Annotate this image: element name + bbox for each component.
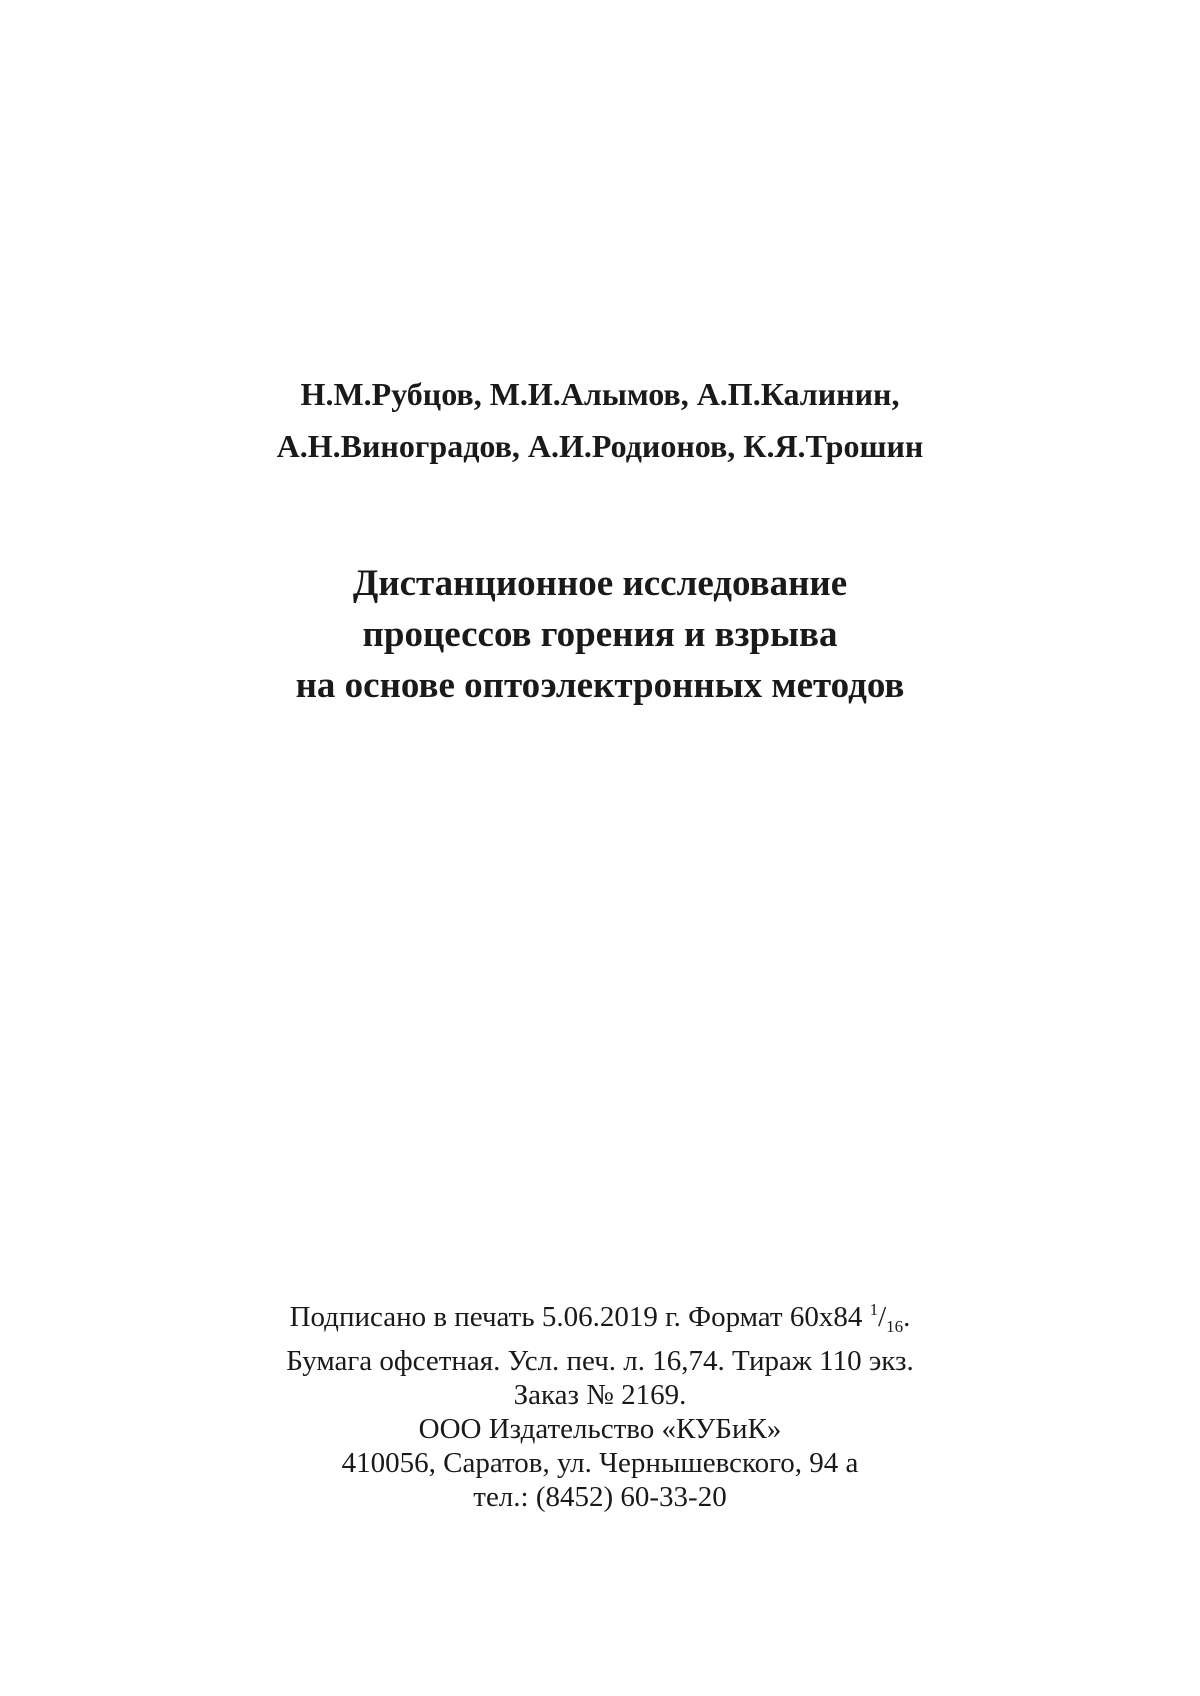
- authors-line-1: Н.М.Рубцов, М.И.Алымов, А.П.Калинин,: [300, 376, 900, 412]
- title-line-3: на основе оптоэлектронных методов: [295, 665, 905, 706]
- format-end: .: [903, 1301, 911, 1333]
- imprint-signed-text: Подписано в печать 5.06.2019 г. Формат 60x84: [289, 1301, 870, 1333]
- title-line-2: процессов горения и взрыва: [362, 614, 838, 655]
- imprint-order-line: Заказ № 2169.: [513, 1379, 687, 1411]
- imprint-address-line: 410056, Саратов, ул. Чернышевского, 94 а: [341, 1447, 859, 1479]
- imprint-paper-line: Бумага офсетная. Усл. печ. л. 16,74. Тираж 110 экз.: [286, 1345, 914, 1377]
- format-denominator: 16: [886, 1317, 904, 1336]
- authors-block: [0, 368, 1200, 472]
- format-slash: /: [878, 1301, 887, 1333]
- imprint-block: [0, 1293, 1200, 1514]
- authors-line-2: А.Н.Виноградов, А.И.Родионов, К.Я.Трошин: [276, 428, 924, 464]
- imprint-publisher-line: ООО Издательство «КУБиК»: [418, 1413, 782, 1445]
- format-numerator: 1: [869, 1300, 879, 1319]
- imprint-signed-line: [0, 1293, 1200, 1344]
- book-title: [0, 558, 1200, 711]
- title-line-1: Дистанционное исследование: [352, 563, 848, 604]
- imprint-phone-line: тел.: (8452) 60-33-20: [473, 1481, 727, 1513]
